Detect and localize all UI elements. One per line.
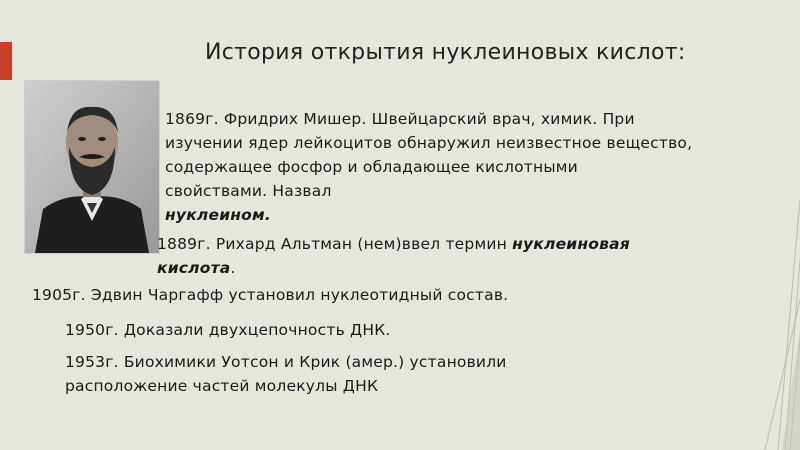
accent-bar bbox=[0, 42, 12, 80]
decorative-lines-icon bbox=[760, 0, 800, 450]
fact-1869-line-2: изучении ядер лейкоцитов обнаружил неизвестное вещество, bbox=[165, 134, 693, 152]
fact-1950: 1950г. Доказали двухцепочность ДНК. bbox=[65, 321, 391, 339]
fact-1953-line-1: 1953г. Биохимики Уотсон и Крик (амер.) установили bbox=[65, 353, 507, 371]
fact-1869-line-1: 1869г. Фридрих Мишер. Швейцарский врач, химик. При bbox=[165, 110, 635, 128]
portrait-photo bbox=[24, 80, 160, 254]
fact-1889-end: . bbox=[230, 259, 236, 277]
fact-1889-term-b: кислота bbox=[157, 259, 231, 277]
fact-1905: 1905г. Эдвин Чаргафф установил нуклеотидный состав. bbox=[32, 286, 509, 304]
fact-1889-text: 1889г. Рихард Альтман (нем)ввел термин bbox=[157, 235, 513, 253]
fact-1869-line-4: свойствами. Назвал bbox=[165, 182, 332, 200]
fact-1869-line-3: содержащее фосфор и обладающее кислотными bbox=[165, 158, 578, 176]
fact-1889-term-a: нуклеиновая bbox=[512, 235, 630, 253]
fact-1953-line-2: расположение частей молекулы ДНК bbox=[65, 377, 379, 395]
slide-title: История открытия нуклеиновых кислот: bbox=[205, 40, 686, 65]
fact-1869-term: нуклеином. bbox=[165, 206, 271, 224]
fact-1889-line-1 bbox=[157, 234, 630, 254]
fact-1889-line-2 bbox=[157, 258, 236, 278]
